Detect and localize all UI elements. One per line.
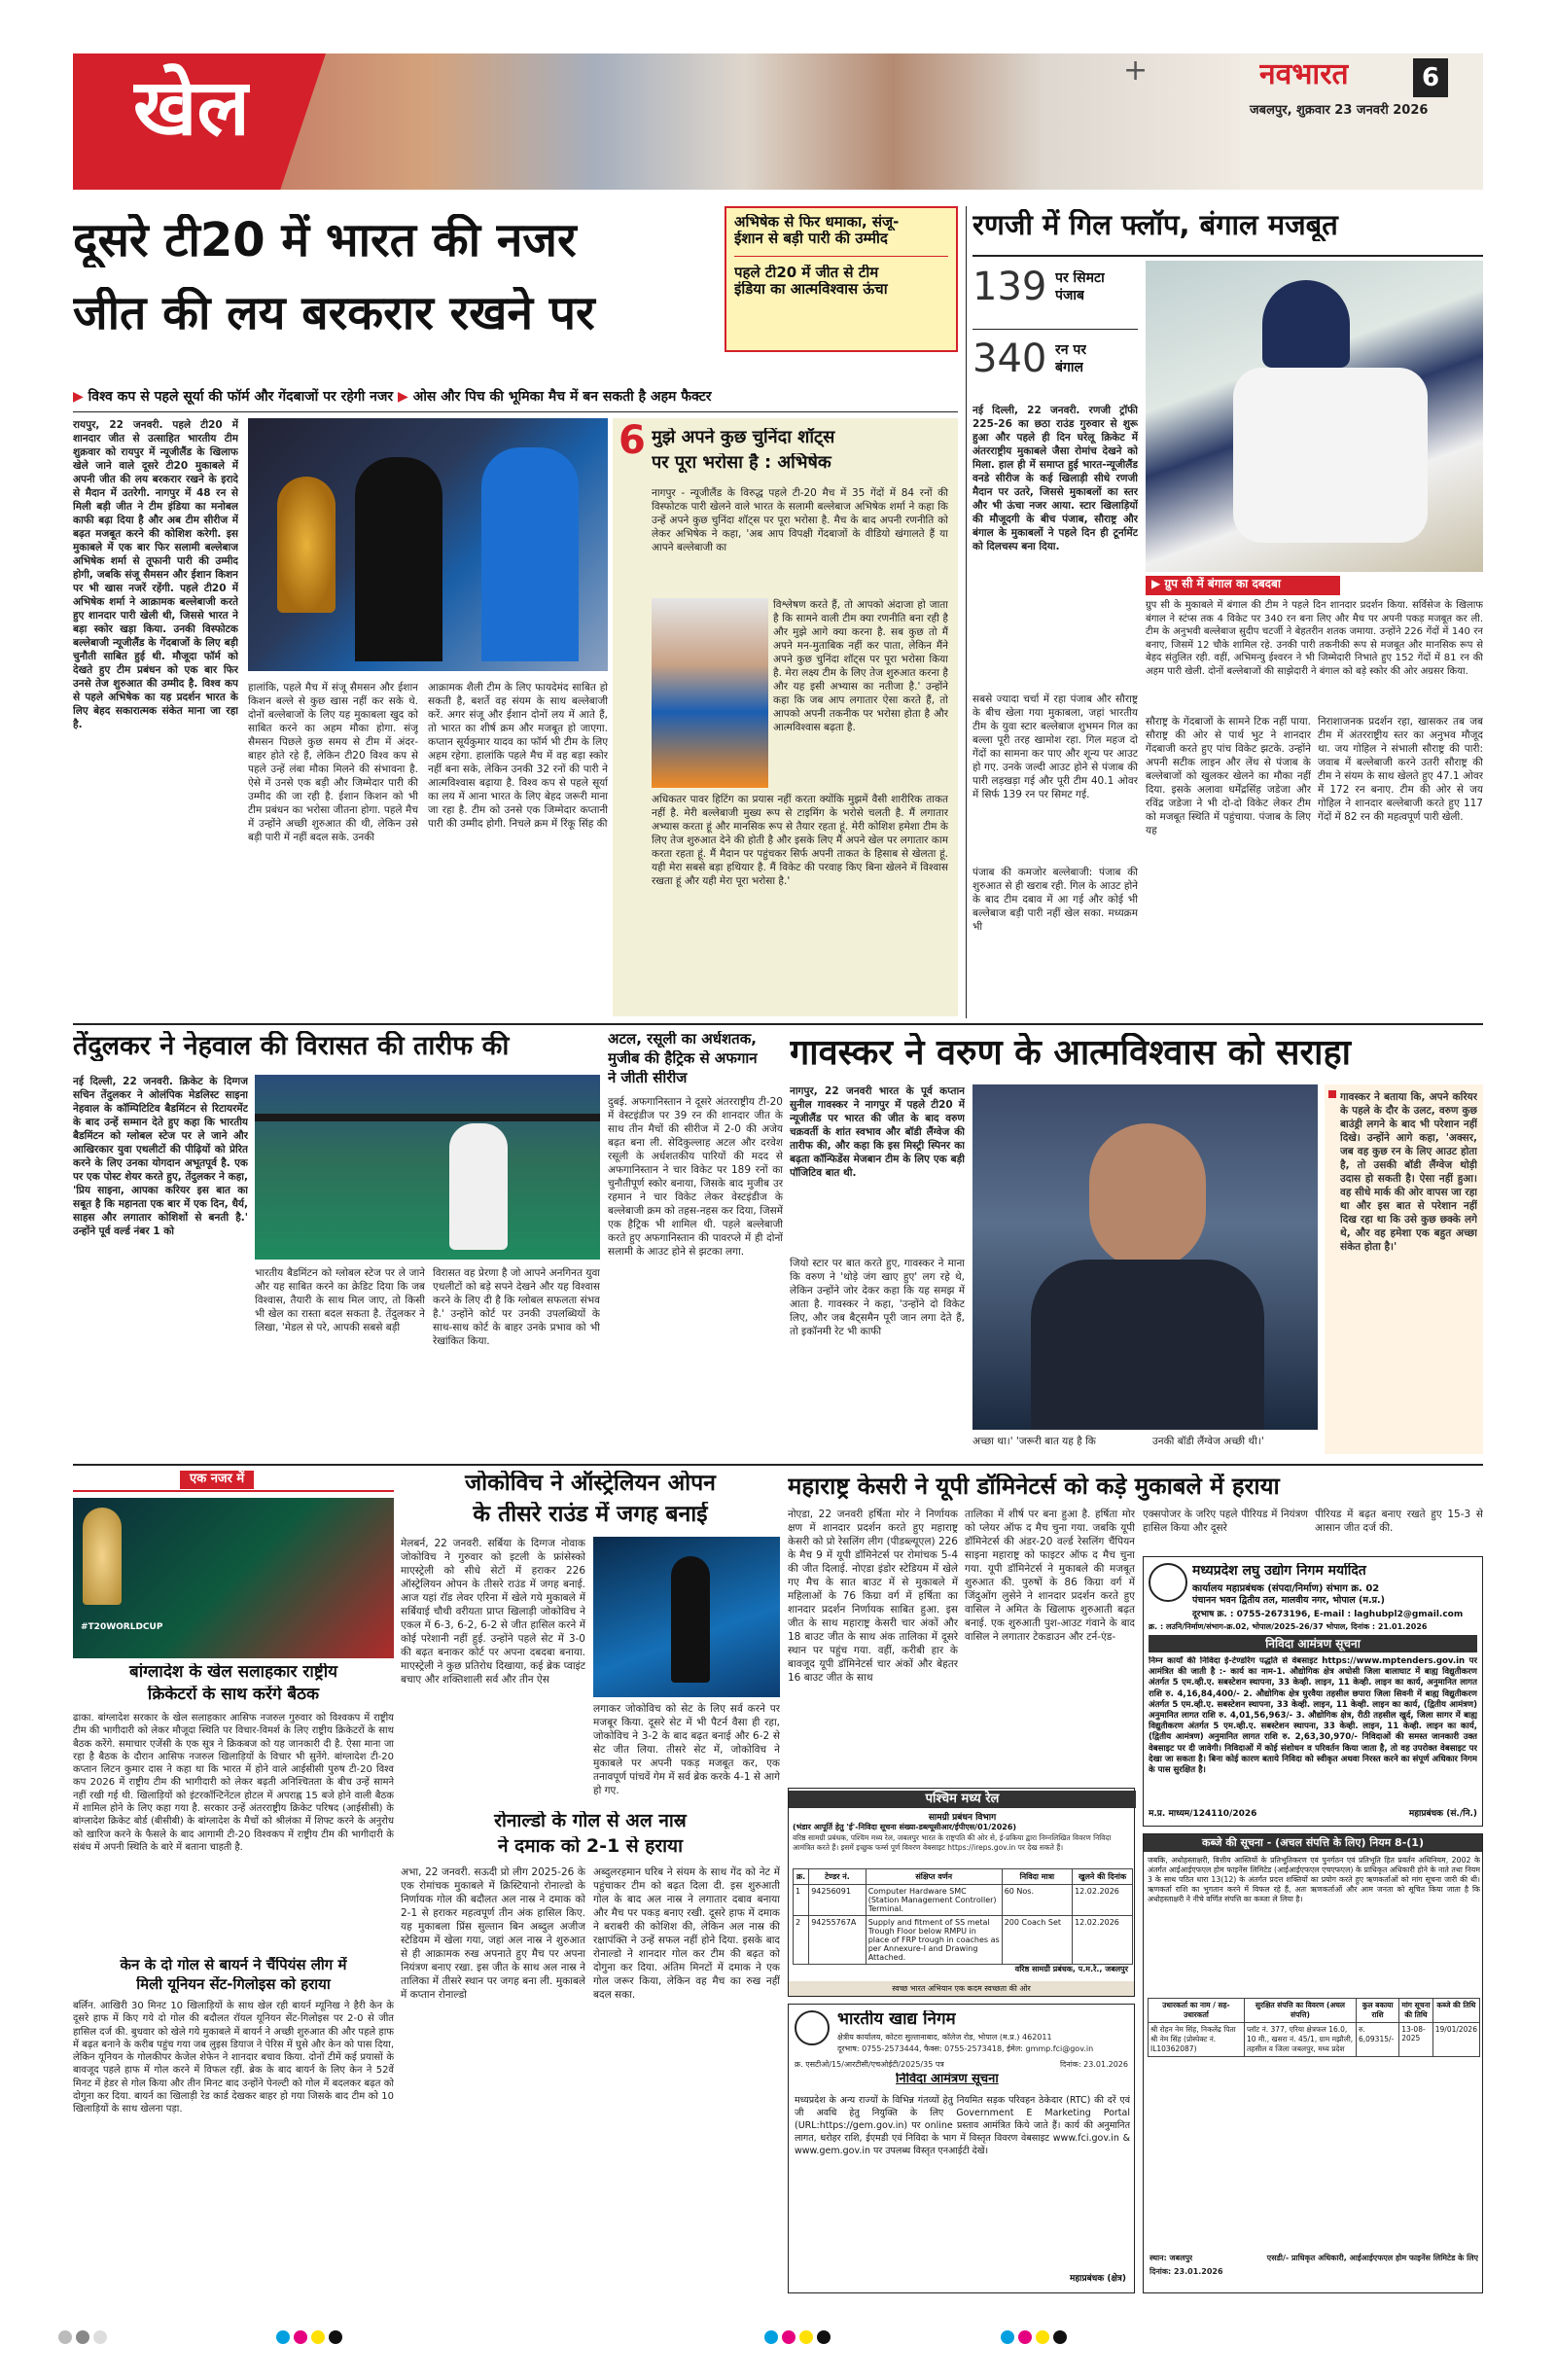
cell-amount: रु. 6,09315/- bbox=[1356, 2023, 1398, 2057]
lead-deck bbox=[73, 387, 958, 409]
property-body: जबकि, अधोहस्ताक्षरी, वित्तीय आस्तियों के प्रतिभूतिकरण एवं पुनर्गठन एवं प्रतिभूति हित प्रवर्तन अधिनियम, 2002 के अंतर्गत आईआईएफएल होम फाइनेंस लिमिटेड (आईआईएफएल एचएफएल) के प्राधिकृत अधिकारी होने के नाते तथा नियम 3 के साथ पठित धारा 13(12) के अंतर्गत प्रदत्त शक्तियों का प्रयोग करते हुए ऋणकर्ताओं को मांग सूचना जारी की थी। ऋणकर्ता राशि का भुगतान करने में विफल रहे हैं, अतः ऋणकर्ताओं और आम जनता को सूचित किया जाता है कि अधोहस्ताक्षरी ने नीचे वर्णित संपत्ति का कब्जा ले लिया है। bbox=[1148, 1856, 1480, 1903]
railway-body: वरिष्ठ सामग्री प्रबंधक, पश्चिम मध्य रेल, जबलपुर भारत के राष्ट्रपति की ओर से, ई-प्रकिया द्वारा निम्नलिखित विवरण निविदा आमंत्रित करते हैं। इसमें इच्छुक फर्म्स पूर्ण विवरण वेबसाइट https://ireps.gov.in पर देख सकते हैं। bbox=[793, 1833, 1112, 1852]
th-sn: क्र. bbox=[794, 1869, 809, 1885]
th-tender: टेण्डर नं. bbox=[809, 1869, 866, 1885]
gavaskar-quote: गावस्कर ने बताया कि, अपने करियर के पहले के दौर के उलट, वरुण कुछ बाउंड्री लगने के बाद भी परेशान नहीं दिखे। उन्होंने आगे कहा, 'अक्सर, जब वह कुछ रन के लिए आउट होता है, तो उसकी बॉडी लैंग्वेज थोड़ी उदास हो सकती है। ऐसा नहीं हुआ। वह सीधे मार्क की ओर वापस जा रहा था और इस बात से परेशान नहीं दिख रहा था कि उसे कुछ छक्के लगे थे, और वह हमेशा एक बहुत अच्छा संकेत होता है।' bbox=[1340, 1091, 1477, 1253]
kane-text: बर्लिन. आखिरी 30 मिनट 10 खिलाड़ियों के साथ खेल रही बायर्न म्यूनिख ने हैरी केन के दूसरे हाफ में किए गये दो गोल की बदौलत रॉयल यूनियन सेंट-गिलोइस पर 2-0 से जीत हासिल दर्ज की. बुधवार को खेले गये मुकाबले में बायर्न ने अच्छी शुरुआत की और पहले हाफ में बढ़त बनाने के करीब पहुंच गया जब लुइस डियाज ने पेरिस में घुसे और केन को पास दिया, लेकिन यूनियन के गोलकीपर केजेल शेफेन ने शानदार बचाव किया. दोनों टीमें कई प्रयासों के बावजूद पहले हाफ में गोल करने में विफल रहीं. ब्रेक के बाद बायर्न के लिए केन ने 52वें मिनट में हेडर से गोल किया और तीन मिनट बाद उन्होंने पेनल्टी को गोल में बदलकर बढ़त को दोगुना कर दिया. बायर्न का खिलाड़ी रेड कार्ड देखकर बाहर हो गया जिसके बाद टीम को 10 खिलाड़ियों के साथ खेलना पड़ा. bbox=[73, 2001, 394, 2115]
mp-body: निम्न कार्यों की निविदा ई-टेण्डरिंग पद्धति से वेबसाइट https://www.mptenders.gov.in पर आमंत्रित की जाती है :- कार्य का नाम-1. औद्योगिक क्षेत्र अधोसी जिला बालाघाट में बाह्य विद्युतीकरण अंतर्गत 5 एम.व्ही.ए. सबस्टेशन स्थापना, 33 केव्ही. लाइन, 11 केव्ही. लाइन का कार्य, अनुमानित लागत राशि रु. 4,16,84,400/- 2. औद्योगिक क्षेत्र घुरवैया तहसील छपारा जिला सिवनी में बाह्य विद्युतीकरण अंतर्गत 5 एम.व्ही.ए. सबस्टेशन स्थापना, 33 केव्ही. लाइन, 11 केव्ही. लाइन का कार्य, (द्वितीय आमंत्रण) अनुमानित लागत राशि रु. 4,01,56,963/- 3. औद्योगिक क्षेत्र, रीठी तहसील खुर्द, जिला सागर में बाह्य विद्युतीकरण अंतर्गत 5 एम.व्ही.ए. सबस्टेशन स्थापना, 33 केव्ही. लाइन, 11 केव्ही. लाइन का कार्य, (द्वितीय आमंत्रण) अनुमानित लागत राशि रु. 2,63,30,970/- निविदाओं की समस्त जानकारी उक्त वेबसाइट पर दी जावेगी। निविदाओं में कोई संशोधन व परिवर्तन किया जाता है, तो वह उपरोक्त वेबसाइट पर देखा जा सकता है। बिना कोई कारण बताये निविदा को स्वीकृत अथवा निरस्त करने का संपूर्ण अधिकार निगम के पास सुरक्षित है। bbox=[1149, 1656, 1477, 1776]
property-title: कब्जे की सूचना - (अचल संपत्ति के लिए) नियम 8-(1) bbox=[1144, 1834, 1482, 1852]
group-c-arrow-icon: ▶ bbox=[1151, 577, 1165, 590]
djokovic-text-2: लगाकर जोकोविच को सेट के लिए सर्व करने पर मजबूर किया. दूसरे सेट में भी पैटर्न वैसा ही रहा, जोकोविच ने 3-2 के बाद बढ़त बनाई और 6-2 से सेट जीत लिया. तीसरे सेट में, जोकोविच ने मुकाबले पर अपनी पकड़ मजबूत कर, एक तनावपूर्ण पांचवें गेम में सर्व ब्रेक करके 4-1 से आगे हो गए. bbox=[593, 1703, 780, 1796]
ranji-stat-1 bbox=[972, 265, 1138, 325]
masthead-collage bbox=[248, 53, 1240, 190]
th-desc: संक्षिप्त वर्णन bbox=[866, 1869, 1002, 1885]
lead-col-1: रायपुर, 22 जनवरी. पहले टी20 में शानदार जीत से उत्साहित भारतीय टीम शुक्रवार को रायपुर में न्यूजीलैंड के खिलाफ खेले जाने वाले दूसरे टी20 मुकाबले में अपनी जीत की लय बरकरार रखने के इरादे से मैदान में उतरेगी. नागपुर में 48 रन से मिली बड़ी जीत ने टीम इंडिया का मनोबल काफी बढ़ा दिया है और अब टीम सीरीज में बढ़त मजबूत करने की कोशिश करेगी. इस मुकाबले में एक बार फिर सलामी बल्लेबाज अभिषेक शर्मा से तूफानी पारी की उम्मीद होगी, जबकि संजू सैमसन और ईशान किशन पर भी खास नजरें रहेंगी. पहले टी20 में अभिषेक शर्मा ने आक्रामक बल्लेबाजी करते हुए शानदार पारी खेली थी, जिससे भारत ने बड़ा स्कोर खड़ा किया. उनकी विस्फोटक बल्लेबाजी न्यूजीलैंड के गेंदबाजों के लिए बड़ी चुनौती साबित हुई थी. मौजूदा फॉर्म को देखते हुए टीम प्रबंधन को एक बार फिर उनसे तेज शुरुआत की उम्मीद है. विश्व कप से पहले अभिषेक का यह प्रदर्शन भारत के लिए बेहद सकारात्मक संकेत माना जा रहा है. bbox=[73, 419, 238, 730]
ek-nazar-tag bbox=[73, 1471, 394, 1492]
property-table bbox=[1148, 1998, 1480, 2057]
masthead bbox=[73, 53, 1483, 190]
group-c-title bbox=[1146, 576, 1340, 595]
gavaskar-caption-left: अच्छा था।' 'जरूरी बात यह है कि bbox=[972, 1436, 1096, 1447]
box-line-3: पहले टी20 में जीत से टीम bbox=[734, 264, 879, 281]
table-row bbox=[794, 1885, 1133, 1916]
cell-date: 12.02.2026 bbox=[1073, 1916, 1133, 1965]
bangladesh-headline-2: क्रिकेटरों के साथ करेंगे बैठक bbox=[147, 1686, 320, 1704]
fci-sign: महाप्रबंधक (क्षेत्र) bbox=[1070, 2274, 1126, 2284]
photo-hashtag: #T20WORLDCUP bbox=[81, 1622, 163, 1632]
quote-text-bottom: अधिकतर पावर हिटिंग का प्रयास नहीं करता क्योंकि मुझमें वैसी शारीरिक ताकत नहीं है. मेरी बल्लेबाजी मुख्य रूप से टाइमिंग के भरोसे चलती है. मैं लगातार अभ्यास करता हूं और मानसिक रूप से तैयार रहता हूं. मेरी कोशिश हमेशा टीम के लिए तेज शुरुआत देने की होती है और इसके लिए मैं अपने खेल पर लगातार काम करता रहता हूं. मैं मैदान पर पहुंचकर सिर्फ अपनी ताकत के हिसाब से खेलता हूं. यही मेरा सबसे बड़ा हथियार है. मैं विकेट की परवाह किए बिना खेलने में विश्वास रखता हूं और यही मेरा पूरा भरोसा है.' bbox=[652, 794, 948, 887]
tendulkar-text-3: विरासत वह प्रेरणा है जो आपने अनगिनत युवा एथलीटों को बड़े सपने देखने और यह विश्वास करने के लिए दी है कि ग्लोबल सफलता संभव है.' उन्होंने कोर्ट पर उनकी उपलब्धियों के साथ-साथ कोर्ट के बाहर उनके प्रभाव को भी रेखांकित किया. bbox=[433, 1267, 600, 1347]
railway-sign: वरिष्ठ सामग्री प्रबंधक, प.म.रे., जबलपुर bbox=[1014, 1965, 1128, 1973]
property-place: स्थान: जबलपुर bbox=[1149, 2254, 1193, 2262]
afghan-headline-1: अटल, रसूली का अर्धशतक, bbox=[608, 1031, 757, 1048]
ranji-stat-2 bbox=[972, 337, 1138, 397]
djokovic-photo bbox=[593, 1537, 780, 1697]
stat-2-label-1: रन पर bbox=[1055, 342, 1087, 358]
page-number: 6 bbox=[1413, 58, 1448, 97]
table-row bbox=[794, 1916, 1133, 1965]
quote-text-right: विश्लेषण करते हैं, तो आपको अंदाजा हो जाता है कि सामने वाली टीम क्या रणनीति बना रही है और मुझे आगे क्या करना है. सब कुछ तो मैं अपने मन-मुताबिक नहीं कर पाता, लेकिन मैंने अपने कुछ चुनिंदा शॉट्स पर पूरा भरोसा किया है. मेरा लक्ष्य टीम के लिए तेज शुरुआत करना है और यह इसी अभ्यास का नतीजा है.' उन्होंने कहा कि जब आप लगातार ऐसा करते हैं, तो आपको अपनी तकनीक पर भरोसा होता है और आत्मविश्वास बढ़ता है. bbox=[773, 599, 948, 733]
fci-ref-right: दिनांक: 23.01.2026 bbox=[1059, 2060, 1128, 2069]
th-demand: मांग सूचना की तिथि bbox=[1399, 1999, 1433, 2023]
gavaskar-caption-right: उनकी बॉडी लैंग्वेज अच्छी थी।' bbox=[1152, 1436, 1264, 1447]
quote-headline-2: पर पूरा भरोसा है : अभिषेक bbox=[652, 453, 831, 473]
ronaldo-text-1: अभा, 22 जनवरी. सऊदी प्रो लीग 2025-26 के एक रोमांचक मुकाबले में क्रिस्टियानो रोनाल्डो के निर्णायक गोल की बदौलत अल नास्र ने दमाक को 2-1 से हराकर महत्वपूर्ण तीन अंक हासिल किए. यह मुकाबला प्रिंस सुल्तान बिन अब्दुल अजीज स्टेडियम में खेला गया, जहां अल नास्र ने शुरुआत से ही आक्रामक रुख अपनाते हुए मैच पर अपना नियंत्रण बनाए रखा. इस जीत के साथ अल नास्र ने तालिका में तीसरे स्थान पर जगह बना ली. मुकाबले में कप्तान रोनाल्डो bbox=[401, 1866, 585, 2001]
ronaldo-text-2: अब्दुलरहमान घरिब ने संयम के साथ गेंद को नेट में पहुंचाकर टीम को बढ़त दिला दी. इस शुरुआती गोल के बाद अल नास्र ने लगातार दबाव बनाया और मैच पर पकड़ बनाए रखी. दूसरे हाफ में दमाक ने बराबरी की कोशिश की, लेकिन अल नास्र की रक्षापंक्ति ने उन्हें सफल नहीं होने दिया. इसके बाद रोनाल्डो ने शानदार गोल कर टीम की बढ़त को दोगुना कर दिया. अंतिम मिनटों में दमाक ने एक गोल जरूर किया, लेकिन वह मैच का रुख नहीं बदल सका. bbox=[593, 1866, 780, 2001]
railway-line1: (भंडार आपूर्ति हेतु 'ई'-निविदा सूचना संख्या-डब्ल्यूसीआर/ईपीएस/01/2026) bbox=[793, 1823, 1017, 1831]
fci-body: मध्यप्रदेश के अन्य राज्यों के विभिन्न गंतव्यों हेतु नियमित सड़क परिवहन ठेकेदार (RTC) की दरें एवं जी अवधि हेतु नियुक्ति के लिए Government E Marketing Portal (URL:https://gem.gov.in) पर online प्रस्ताव आमंत्रित किये जाते हैं। कार्य की अनुमानित लागत, धरोहर राशि, ईएमडी एवं निविदा के भाग में विस्तृत विवरण वेबसाइट www.fci.gov.in & www.gem.gov.in पर उपलब्ध विस्तृत एनआईटी देखें। bbox=[795, 2095, 1130, 2156]
railway-subtitle: सामग्री प्रबंधन विभाग bbox=[928, 1813, 997, 1823]
quote-mark: 6 bbox=[619, 418, 646, 463]
cell-possession: 19/01/2026 bbox=[1432, 2023, 1479, 2057]
abhishek-quote-box bbox=[613, 418, 958, 1016]
fci-ref-left: क्र. एसटीओ/15/आरटीसी/एचओईटी/2025/35 पत्र bbox=[795, 2060, 944, 2069]
ranji-text-1: नई दिल्ली, 22 जनवरी. रणजी ट्रॉफी 225-26 का छठा राउंड गुरुवार से शुरू हुआ और पहले ही दिन घरेलू क्रिकेट में अंतरराष्ट्रीय मुकाबले जैसा रोमांच देखने को मिला. हाल ही में समाप्त हुई भारत-न्यूजीलैंड वनडे सीरीज के कई खिलाड़ी सीधे रणजी मैदान पर उतरे, जिससे मुकाबलों का स्तर और भी ऊंचा नजर आया. स्टार खिलाड़ियों की मौजूदगी के बीच पंजाब, सौराष्ट्र और बंगाल के मुकाबलों ने पहले दिन ही टूर्नामेंट को दिलचस्प बना दिया. bbox=[972, 405, 1138, 552]
stat-1-label-2: पंजाब bbox=[1055, 288, 1084, 303]
bangladesh-photo bbox=[73, 1498, 394, 1658]
deck-arrow-icon: ▶ bbox=[397, 389, 408, 405]
th-date: खुलने की दिनांक bbox=[1073, 1869, 1133, 1885]
gavaskar-quote-box bbox=[1325, 1084, 1483, 1454]
th-borrower: उधारकर्ता का नाम / सह-उधारकर्ता bbox=[1149, 1999, 1245, 2023]
ranji-text-5: निराशाजनक प्रदर्शन रहा, खासकर तब जब टीम में अंतरराष्ट्रीय स्तर का अनुभव मौजूद था. जय गोहिल ने संभाली सौराष्ट्र की पारी: जवाब में बल्लेबाजी करने उतरी सौराष्ट्र की टीम ने संयम के साथ खेलते हुए 47.1 ओवर में 172 रन बनाए. टीम की ओर से जय गोहिल ने शानदार बल्लेबाजी करते हुए 117 गेंदों में 82 रन की महत्वपूर्ण पारी खेली. bbox=[1318, 716, 1483, 823]
saina-photo bbox=[255, 1075, 600, 1260]
mp-tender-notice bbox=[1143, 1556, 1483, 1827]
railway-footer: स्वच्छ भारत अभियान एक कदम स्वच्छता की ओर bbox=[789, 1981, 1134, 1996]
lead-highlight-box bbox=[725, 206, 958, 352]
bangladesh-text: ढाका. बांग्लादेश सरकार के खेल सलाहकार आसिफ नजरुल गुरुवार को विश्वकप में राष्ट्रीय टीम की भागीदारी को लेकर मौजूदा स्थिति पर विचार-विमर्श के लिए राष्ट्रीय क्रिकेटरों के साथ बैठक करेंगे. समाचार एजेंसी के एक सूत्र ने क्रिकबज को यह जानकारी दी है. ऐसा माना जा रहा है बैठक के दौरान आसिफ नजरुल खिलाड़ियों के विचार भी सुनेंगे. बांग्लादेश टी-20 कप्तान लिटन कुमार दास ने कहा था कि भारत में होने वाले आईसीसी पुरुष टी-20 विश्व कप 2026 में राष्ट्रीय टीम की भागीदारी को लेकर बढ़ती अनिश्चितता के बीच उन्हें सामने नहीं रखी गई थी. खिलाड़ियों को इंटरकॉन्टिनेंटल होटल में अपराह्न 15 बजे होने वाली बैठक में शामिल होने के लिए कहा गया है. सरकार उन्हें अंतरराष्ट्रीय क्रिकेट परिषद (आईसीसी) के बांग्लादेश क्रिकेट बोर्ड (बीसीबी) के बांग्लादेश के मैचों को श्रीलंका में शिफ्ट करने के अनुरोध को खारिज करने के फैसले के बाद आगामी टी-20 विश्वकप में राष्ट्रीय टीम की भागीदारी के संबंध में अपनी स्थिति के बारे में बताना चाहती है. bbox=[73, 1713, 394, 1853]
tendulkar-text-1: नई दिल्ली, 22 जनवरी. क्रिकेट के दिग्गज सचिन तेंदुलकर ने ओलंपिक मेडलिस्ट साइना नेहवाल के कॉम्पिटिटिव बैडमिंटन से रिटायरमेंट के बाद उन्हें सम्मान देते हुए कहा कि भारतीय बैडमिंटन को ग्लोबल स्टेज पर ले जाने और आखिरकार युवा एथलीटों की पीढ़ियों को प्रेरित करने के लिए उनका योगदान अभूतपूर्व है. एक पर एक पोस्ट शेयर करते हुए, तेंदुलकर ने कहा, 'प्रिय साइना, आपका करियर इस बात का सबूत है कि महानता एक बार में एक दिन, धैर्य, साहस और लगातार कोशिशों से बनती है.' उन्होंने पूर्व वर्ल्ड नंबर 1 को bbox=[73, 1076, 248, 1237]
deck-1: विश्व कप से पहले सूर्या की फॉर्म और गेंदबाजों पर रहेगी नजर bbox=[88, 389, 394, 405]
djokovic-text-1: मेलबर्न, 22 जनवरी. सर्बिया के दिग्गज नोवाक जोकोविच ने गुरुवार को इटली के फ्रांसेस्को माएस्ट्रेली को सीधे सेटों में हराकर 226 ऑस्ट्रेलियन ओपन के तीसरे राउंड में जगह बनाई. आज यहां रॉड लेवर एरिना में खेले गये मुकाबले में सर्बियाई चौथी वरीयता प्राप्त खिलाड़ी जोकोविच ने एकल में 6-3, 6-2, 6-2 से जीत हासिल करने में कोई परेशानी नहीं हुई. उन्होंने पहले सेट में 3-0 की बढ़त बनाकर कोर्ट पर अपना दबदबा बनाया. माएस्ट्रेली ने कुछ प्रतिरोध दिखाया, कई ब्रेक प्वाइंट बचाए और शक्तिशाली सर्व और तीन ऐस bbox=[401, 1538, 585, 1686]
bangladesh-headline-1: बांग्लादेश के खेल सलाहकार राष्ट्रीय bbox=[129, 1663, 337, 1682]
ranji-text-3: पंजाब की कमजोर बल्लेबाजी: पंजाब की शुरुआत से ही खराब रही. गिल के आउट होने के बाद टीम दबाव में आ गई और कोई भी बल्लेबाज बड़ी पारी नहीं खेल सका. मध्यक्रम भी bbox=[972, 867, 1138, 933]
plus-mark: + bbox=[1123, 53, 1149, 88]
ek-nazar-label: एक नजर में bbox=[180, 1471, 254, 1489]
quote-bullet-icon bbox=[1328, 1090, 1336, 1098]
djokovic-headline-1: जोकोविच ने ऑस्ट्रेलियन ओपन bbox=[465, 1471, 716, 1496]
group-c-title-text: ग्रुप सी में बंगाल का दबदबा bbox=[1164, 577, 1282, 590]
dateline: जबलपुर, शुक्रवार 23 जनवरी 2026 bbox=[1250, 103, 1429, 118]
maharashtra-headline: महाराष्ट्र केसरी ने यूपी डॉमिनेटर्स को कड़े मुकाबले में हराया bbox=[788, 1474, 1280, 1500]
kane-headline-1: केन के दो गोल से बायर्न ने चैंपियंस लीग में bbox=[120, 1957, 347, 1973]
lead-headline-1: दूसरे टी20 में भारत की नजर bbox=[73, 214, 577, 267]
cell-tender: 94256091 bbox=[809, 1885, 866, 1916]
lead-col-2: हालांकि, पहले मैच में संजू सैमसन और ईशान किशन बल्ले से कुछ खास नहीं कर सके थे. दोनों बल्लेबाजों के लिए यह मुकाबला खुद को साबित करने का अहम मौका होगा. संजू सैमसन पिछले कुछ समय से टीम में अंदर-बाहर होते रहे हैं, लेकिन टी20 विश्व कप से पहले उन्हें लंबा मौका मिलने की संभावना है. ऐसे में उनसे एक बड़ी और जिम्मेदार पारी की उम्मीद की जा रही है. ईशान किशन को भी टीम प्रबंधन का भरोसा जीतना होगा. पहले मैच में उन्होंने अच्छी शुरुआत की थी, लेकिन उसे बड़ी पारी में नहीं बदल सके. उनकी bbox=[248, 682, 418, 843]
fci-title: भारतीय खाद्य निगम bbox=[837, 2010, 956, 2029]
mp-banner: निविदा आमंत्रण सूचना bbox=[1149, 1635, 1477, 1652]
cell-qty: 200 Coach Set bbox=[1002, 1916, 1072, 1965]
gavaskar-photo bbox=[972, 1084, 1318, 1430]
ranji-headline: रणजी में गिल फ्लॉप, बंगाल मजबूत bbox=[972, 209, 1338, 241]
afghan-headline-2: मुजीब की हैट्रिक से अफगान bbox=[608, 1050, 758, 1067]
property-date: दिनांक: 23.01.2026 bbox=[1149, 2267, 1223, 2276]
kane-headline-2: मिली यूनियन सेंट-गिलोइस को हराया bbox=[136, 1976, 331, 1993]
maharashtra-text-2: तालिका में शीर्ष पर बना हुआ है. हर्षिता मोर को प्लेयर ऑफ द मैच चुना गया. जबकि यूपी डॉमिनेटर्स की अंडर-20 वर्ल्ड रेसलिंग चैंपियन साइना महाराष्ट्र को फाइटर ऑफ द मैच चुना गया. यूपी डॉमिनेटर्स ने मुकाबले की मजबूत शुरुआत की. पुरुषों के 86 किग्रा वर्ग में जिंदुओंग लुसेने ने शानदार प्रदर्शन करते हुए वासिल ने अमित के खिलाफ शुरुआती बढ़त बनाई. एक शुरुआती पुश-आउट गंवाने के बाद वासिल ने लगातार टेकडाउन और टर्न-एंड- bbox=[965, 1509, 1135, 1643]
section-title: खेल bbox=[133, 63, 250, 153]
mp-subtitle: कार्यालय महाप्रबंधक (संपदा/निर्माण) संभाग क्र. 02 bbox=[1192, 1583, 1380, 1594]
table-row bbox=[1149, 2023, 1480, 2057]
djokovic-headline-2: के तीसरे राउंड में जगह बनाई bbox=[473, 1502, 708, 1527]
mp-phone: दूरभाष क्र. : 0755-2673196, E-mail : laghubpl2@gmail.com bbox=[1192, 1610, 1464, 1619]
box-line-2: ईशान से बड़ी पारी की उम्मीद bbox=[734, 231, 888, 248]
fci-tender-notice bbox=[788, 2004, 1135, 2293]
tendulkar-headline: तेंदुलकर ने नेहवाल की विरासत की तारीफ की bbox=[73, 1031, 510, 1061]
th-qty: निविदा मात्रा bbox=[1002, 1869, 1072, 1885]
cell-desc: Supply and fitment of SS metal Trough Floor below RMPU in place of FRP trough in coaches as per Annexure-I and Drawing Attached. bbox=[866, 1916, 1002, 1965]
cell-sn: 1 bbox=[794, 1885, 809, 1916]
stat-1-label-1: पर सिमटा bbox=[1055, 270, 1105, 286]
gavaskar-text-2: जियो स्टार पर बात करते हुए, गावस्कर ने माना कि वरुण ने 'थोड़े जंग खाए हुए' लग रहे थे, लेकिन उन्होंने जोर देकर कहा कि यह समझ में आता है. गावस्कर ने कहा, 'उन्होंने दो विकेट लिए, और जब बैट्समैन पूरी जान लगा देते हैं, तो इकॉनमी रेट भी काफी bbox=[790, 1258, 965, 1337]
stat-1-number: 139 bbox=[972, 265, 1047, 309]
cell-borrower: श्री रोहन नेम सिंह, निकलेंद्र पिता श्री नेम सिंह (प्रोस्पेक्ट नं. IL10362087) bbox=[1149, 2023, 1245, 2057]
mp-footer-right: महाप्रबंधक (सं./नि.) bbox=[1408, 1809, 1477, 1819]
quote-headline-1: मुझे अपने कुछ चुनिंदा शॉट्स bbox=[652, 428, 835, 447]
cell-desc: Computer Hardware SMC (Station Management Controller) Terminal. bbox=[866, 1885, 1002, 1916]
mp-address: पंचानन भवन द्वितीय तल, मालवीय नगर, भोपाल (म.प्र.) bbox=[1192, 1595, 1385, 1606]
fci-phone: दूरभाष: 0755-2573444, फैक्स: 0755-2573418, ईमेल: gmmp.fci@gov.in bbox=[837, 2044, 1094, 2053]
group-c-text: ग्रुप सी के मुकाबले में बंगाल की टीम ने पहले दिन शानदार प्रदर्शन किया. सर्विसेज के खिलाफ बंगाल ने स्टंप्स तक 4 विकेट पर 340 रन बना लिए और मैच पर अपनी पकड़ मजबूत कर ली. टीम के अनुभवी बल्लेबाज सुदीप चटर्जी ने बेहतरीन शतक जमाया. उन्होंने 226 गेंदों में 140 रन बनाए, जिसमें 12 चौके शामिल रहे. उनकी पारी तकनीकी रूप से मजबूत और मानसिक रूप से बेहद संतुलित रही. वहीं, अभिमन्यु ईश्वरन ने भी जिम्मेदारी निभाते हुए 152 गेंदों में 81 रन की अहम पारी खेली. दोनों बल्लेबाजों की साझेदारी ने बंगाल को बड़े स्कोर की ओर अग्रसर किया. bbox=[1146, 600, 1483, 677]
stat-2-label-2: बंगाल bbox=[1055, 360, 1083, 375]
fci-address: क्षेत्रीय कार्यालय, कोटरा सुल्तानाबाद, कॉलेज रोड, भोपाल (म.प्र.) 462011 bbox=[837, 2033, 1052, 2042]
deck-2: ओस और पिच की भूमिका मैच में बन सकती है अहम फैक्टर bbox=[412, 389, 712, 405]
abhishek-photo bbox=[652, 598, 768, 788]
ranji-group-c-box bbox=[1146, 576, 1483, 710]
gill-photo bbox=[1146, 261, 1483, 572]
fci-logo bbox=[795, 2010, 830, 2045]
ranji-text-2: सबसे ज्यादा चर्चा में रहा पंजाब और सौराष्ट्र के बीच खेला गया मुकाबला, जहां भारतीय टीम के युवा स्टार बल्लेबाज शुभमन गिल का बल्ला पूरी तरह खामोश रहा. गिल महज दो गेंदों का सामना कर पाए और शून्य पर आउट हो गए. उनके जल्दी आउट होने से पंजाब की पारी लड़खड़ा गई और पूरी टीम 40.1 ओवर में सिर्फ 139 रन पर सिमट गई. bbox=[972, 693, 1138, 800]
railway-table bbox=[793, 1868, 1133, 1965]
lead-col-3: आक्रामक शैली टीम के लिए फायदेमंद साबित हो सकती है, बशर्ते वह संयम के साथ बल्लेबाजी करें. अगर संजू और ईशान दोनों लय में आते हैं, तो भारत का शीर्ष क्रम और मजबूत हो जाएगा. कप्तान सूर्यकुमार यादव का फॉर्म भी टीम के लिए अहम रहेगा. हालांकि पहले मैच में वह बड़ा स्कोर नहीं बना सके, लेकिन उनकी 32 रनों की पारी ने आत्मविश्वास बढ़ाया है. विश्व कप से पहले सूर्या का लय में आना भारत के लिए बेहद जरूरी माना जा रहा है. टीम को उनसे एक जिम्मेदार कप्तानी पारी की उम्मीद होगी. निचले क्रम में रिंकू सिंह की bbox=[428, 682, 608, 830]
fci-banner: निविदा आमंत्रण सूचना bbox=[896, 2073, 999, 2086]
ranji-text-4: सौराष्ट्र के गेंदबाजों के सामने टिक नहीं पाया. सौराष्ट्र की ओर से पार्थ भुट ने शानदार गेंदबाजी करते हुए पांच विकेट झटके. उन्होंने अपनी सटीक लाइन और लेंथ से पंजाब के बल्लेबाजों को खुलकर खेलने का मौका नहीं दिया. इसके अलावा धर्मेंद्रसिंह जडेजा और रविंद्र जडेजा ने भी दो-दो विकेट लेकर टीम को मजबूत स्थिति में पहुंचाया. पंजाब के लिए यह bbox=[1146, 716, 1311, 836]
quote-text-top: नागपुर - न्यूजीलैंड के विरुद्ध पहले टी-20 मैच में 35 गेंदों में 84 रनों की विस्फोटक पारी खेलने वाले भारत के सलामी बल्लेबाज अभिषेक शर्मा ने कहा कि उन्हें अपने कुछ चुनिंदा शॉट्स पर पूरा भरोसा है. मैच के बाद अपनी रणनीति को लेकर अभिषेक ने कहा, 'अब आप विपक्षी गेंदबाजों के वीडियो खंगालते हैं या आपने बल्लेबाजी का bbox=[652, 487, 948, 553]
registration-strip bbox=[58, 2329, 1498, 2349]
maharashtra-text-3: एक्सपोजर के जरिए पहले पीरियड में नियंत्रण हासिल किया और दूसरे bbox=[1143, 1509, 1308, 1534]
property-notice bbox=[1143, 1833, 1483, 2293]
box-line-1: अभिषेक से फिर धमाका, संजू- bbox=[734, 214, 900, 231]
gavaskar-headline: गावस्कर ने वरुण के आत्मविश्वास को सराहा bbox=[790, 1033, 1351, 1073]
ronaldo-headline-2: ने दमाक को 2-1 से हराया bbox=[498, 1836, 683, 1857]
afghan-text: दुबई. अफगानिस्तान ने दूसरे अंतरराष्ट्रीय टी-20 में वेस्टइंडीज पर 39 रन की शानदार जीत के साथ तीन मैचों की सीरीज में 2-0 की अजेय बढ़त बना ली. सेदिकुल्लाह अटल और दरवेश रसूली के अर्धशतकीय पारियों की मदद से अफगानिस्तान ने चार विकेट पर 189 रनों का चुनौतीपूर्ण स्कोर बनाया, जिसके बाद मुजीब उर रहमान ने चार विकेट लेकर वेस्टइंडीज के बल्लेबाजी क्रम को तहस-नहस कर दिया, जिसमें एक हैट्रिक भी शामिल थी. पहले बल्लेबाजी करते हुए अफगानिस्तान की पावरप्ले में ही दोनों सलामी के आउट होने से झटका लगा. bbox=[608, 1096, 783, 1258]
cell-demand: 13-08-2025 bbox=[1399, 2023, 1433, 2057]
stat-2-number: 340 bbox=[972, 337, 1047, 381]
th-property: सुरक्षित संपत्ति का विवरण (अचल संपत्ति) bbox=[1244, 1999, 1356, 2023]
afghan-headline-3: ने जीती सीरीज bbox=[608, 1070, 688, 1086]
th-amount: कुल बकाया राशि bbox=[1356, 1999, 1398, 2023]
tendulkar-text-2: भारतीय बैडमिंटन को ग्लोबल स्टेज पर ले जाने और यह साबित करने का क्रेडिट दिया कि जब विश्वास, तैयारी के साथ मिल जाए, तो किसी भी खेल का रास्ता बदल सकता है. तेंदुलकर ने लिखा, 'मेडल से परे, आपकी सबसे बड़ी bbox=[255, 1267, 425, 1333]
railway-tender-notice bbox=[788, 1788, 1135, 1997]
lead-photo bbox=[248, 418, 608, 671]
cell-qty: 60 Nos. bbox=[1002, 1885, 1072, 1916]
mp-ref: क्र. : लउनि/निर्माण/संभाग-क्र.02, भोपाल/2025-26/37 भोपाल, दिनांक : 21.01.2026 bbox=[1149, 1622, 1428, 1631]
cell-sn: 2 bbox=[794, 1916, 809, 1965]
property-sign: एसडी/- प्राधिकृत अधिकारी, आईआईएफएल होम फाइनेंस लिमिटेड के लिए bbox=[1266, 2254, 1478, 2262]
cell-date: 12.02.2026 bbox=[1073, 1885, 1133, 1916]
maharashtra-text-4: पीरियड में बढ़त बनाए रखते हुए 15-3 से आसान जीत दर्ज की. bbox=[1315, 1509, 1483, 1534]
mp-footer-left: म.प्र. माध्यम/124110/2026 bbox=[1149, 1809, 1257, 1819]
lead-headline-2: जीत की लय बरकरार रखने पर bbox=[73, 287, 595, 340]
th-possession: कब्जे की तिथि bbox=[1432, 1999, 1479, 2023]
railway-title: पश्चिम मध्य रेल bbox=[789, 1791, 1136, 1808]
gavaskar-text-1: नागपुर, 22 जनवरी भारत के पूर्व कप्तान सुनील गावस्कर ने नागपुर में पहले टी20 में न्यूजीलैंड पर भारत की जीत के बाद वरुण चक्रवर्ती के शांत स्वभाव और बॉडी लैंग्वेज की तारीफ की, और कहा कि इस मिस्ट्री स्पिनर का बढ़ता कॉन्फिडेंस मेजबान टीम के लिए एक बड़ी पॉजिटिव बात थी. bbox=[790, 1085, 965, 1179]
deck-arrow-icon: ▶ bbox=[73, 389, 84, 405]
cell-property: प्लॉट नं. 377, एरिया क्षेत्रफल 16.0, 10 मी., खसरा नं. 45/1, ग्राम मझौली, तहसील व जिला जबलपुर, मध्य प्रदेश bbox=[1244, 2023, 1356, 2057]
ronaldo-headline-1: रोनाल्डो के गोल से अल नास्र bbox=[494, 1811, 687, 1831]
maharashtra-text-1: नोएडा, 22 जनवरी हर्षिता मोर ने निर्णायक क्षण में शानदार प्रदर्शन करते हुए महाराष्ट्र केसरी को प्रो रेसलिंग लीग (पीडब्ल्यूएल) 226 के मैच 9 में यूपी डॉमिनेटर्स पर रोमांचक 5-4 की जीत दिलाई. नोएडा इंडोर स्टेडियम में खेले गए मैच के सात बाउट में से मुकाबले में महिलाओं के 76 किग्रा वर्ग में हर्षिता का शानदार प्रदर्शन निर्णायक साबित हुआ. इस जीत के साथ महाराष्ट्र केसरी चार अंकों और 18 बाउट जीत के साथ अंक तालिका में दूसरे स्थान पर पहुंच गया. वहीं, करीबी हार के बावजूद यूपी डॉमिनेटर्स चार अंकों और बेहतर 16 बाउट जीत के साथ bbox=[788, 1509, 958, 1684]
mp-logo bbox=[1149, 1563, 1187, 1602]
paper-name: नवभारत bbox=[1259, 58, 1349, 91]
cell-tender: 94255767A bbox=[809, 1916, 866, 1965]
mp-title: मध्यप्रदेश लघु उद्योग निगम मर्यादित bbox=[1192, 1563, 1366, 1579]
box-line-4: इंडिया का आत्मविश्वास ऊंचा bbox=[734, 280, 888, 298]
